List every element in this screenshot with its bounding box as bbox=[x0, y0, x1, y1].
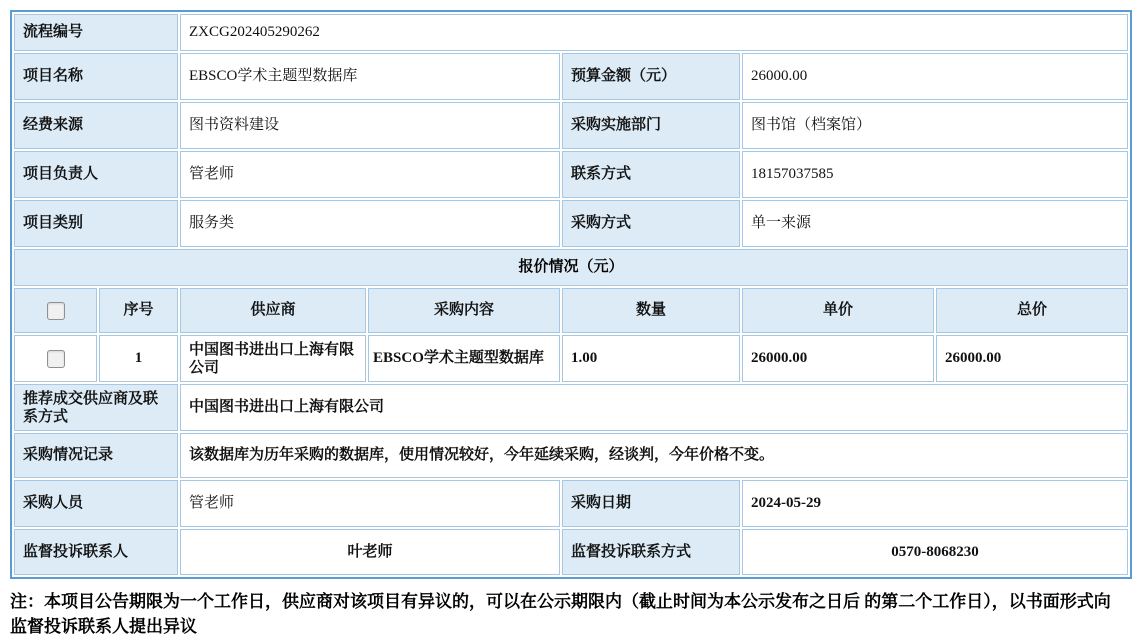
field-label-fund-source: 经费来源 bbox=[14, 102, 178, 149]
quote-header-content: 采购内容 bbox=[368, 288, 560, 333]
field-label-purchaser: 采购人员 bbox=[14, 480, 178, 527]
field-value-project-leader: 管老师 bbox=[180, 151, 560, 198]
field-value-purchase-dept: 图书馆（档案馆） bbox=[742, 102, 1128, 149]
row-leader-contact bbox=[14, 151, 1128, 198]
field-value-project-name: EBSCO学术主题型数据库 bbox=[180, 53, 560, 100]
field-value-purchase-date: 2024-05-29 bbox=[742, 480, 1128, 527]
field-label-project-leader: 项目负责人 bbox=[14, 151, 178, 198]
quote-row-checkbox-cell bbox=[14, 335, 97, 382]
quote-header-supplier: 供应商 bbox=[180, 288, 366, 333]
field-label-budget: 预算金额（元） bbox=[562, 53, 740, 100]
field-value-purchase-record: 该数据库为历年采购的数据库，使用情况较好，今年延续采购，经谈判，今年价格不变。 bbox=[180, 433, 1128, 478]
row-complaint-contact bbox=[14, 529, 1128, 575]
quote-header-total-price: 总价 bbox=[936, 288, 1128, 333]
row-purchaser-date bbox=[14, 480, 1128, 527]
quote-row-total-price: 26000.00 bbox=[936, 335, 1128, 382]
field-value-complaint-contact: 叶老师 bbox=[180, 529, 560, 575]
row-quote-section-title bbox=[14, 249, 1128, 286]
quote-row-supplier: 中国图书进出口上海有限公司 bbox=[180, 335, 366, 382]
field-value-contact: 18157037585 bbox=[742, 151, 1128, 198]
row-type-method bbox=[14, 200, 1128, 247]
quote-data-row bbox=[14, 335, 1128, 382]
quote-header-qty: 数量 bbox=[562, 288, 740, 333]
quote-header-unit-price: 单价 bbox=[742, 288, 934, 333]
field-label-purchase-record: 采购情况记录 bbox=[14, 433, 178, 478]
field-value-project-type: 服务类 bbox=[180, 200, 560, 247]
row-fund-source-dept bbox=[14, 102, 1128, 149]
field-value-complaint-phone: 0570-8068230 bbox=[742, 529, 1128, 575]
field-label-complaint-contact: 监督投诉联系人 bbox=[14, 529, 178, 575]
quote-row-qty: 1.00 bbox=[562, 335, 740, 382]
field-value-purchase-method: 单一来源 bbox=[742, 200, 1128, 247]
field-label-recommended-supplier: 推荐成交供应商及联系方式 bbox=[14, 384, 178, 431]
row-project-name-budget bbox=[14, 53, 1128, 100]
field-label-complaint-phone: 监督投诉联系方式 bbox=[562, 529, 740, 575]
quote-header-seq: 序号 bbox=[99, 288, 178, 333]
quote-row-seq: 1 bbox=[99, 335, 178, 382]
field-label-purchase-method: 采购方式 bbox=[562, 200, 740, 247]
quote-row-unit-price: 26000.00 bbox=[742, 335, 934, 382]
quote-header-checkbox-cell bbox=[14, 288, 97, 333]
field-label-purchase-dept: 采购实施部门 bbox=[562, 102, 740, 149]
field-value-fund-source: 图书资料建设 bbox=[180, 102, 560, 149]
field-label-project-type: 项目类别 bbox=[14, 200, 178, 247]
field-value-recommended-supplier: 中国图书进出口上海有限公司 bbox=[180, 384, 1128, 431]
row-purchase-record bbox=[14, 433, 1128, 478]
field-label-purchase-date: 采购日期 bbox=[562, 480, 740, 527]
field-label-contact: 联系方式 bbox=[562, 151, 740, 198]
quote-header-row bbox=[14, 288, 1128, 333]
row-recommended-supplier bbox=[14, 384, 1128, 431]
quote-section-title: 报价情况（元） bbox=[14, 249, 1128, 286]
announcement-note: 注：本项目公告期限为一个工作日，供应商对该项目有异议的，可以在公示期限内（截止时间为本公示发布之日后 的第二个工作日），以书面形式向监督投诉联系人提出异议 bbox=[10, 592, 1111, 636]
field-value-budget: 26000.00 bbox=[742, 53, 1128, 100]
field-label-project-name: 项目名称 bbox=[14, 53, 178, 100]
field-label-process-no: 流程编号 bbox=[14, 14, 178, 51]
row-process-no bbox=[14, 14, 1128, 51]
row-checkbox[interactable] bbox=[47, 350, 65, 368]
procurement-table bbox=[10, 10, 1132, 579]
field-value-process-no: ZXCG202405290262 bbox=[180, 14, 1128, 51]
field-value-purchaser: 管老师 bbox=[180, 480, 560, 527]
select-all-checkbox[interactable] bbox=[47, 302, 65, 320]
quote-row-content: EBSCO学术主题型数据库 bbox=[368, 335, 560, 382]
